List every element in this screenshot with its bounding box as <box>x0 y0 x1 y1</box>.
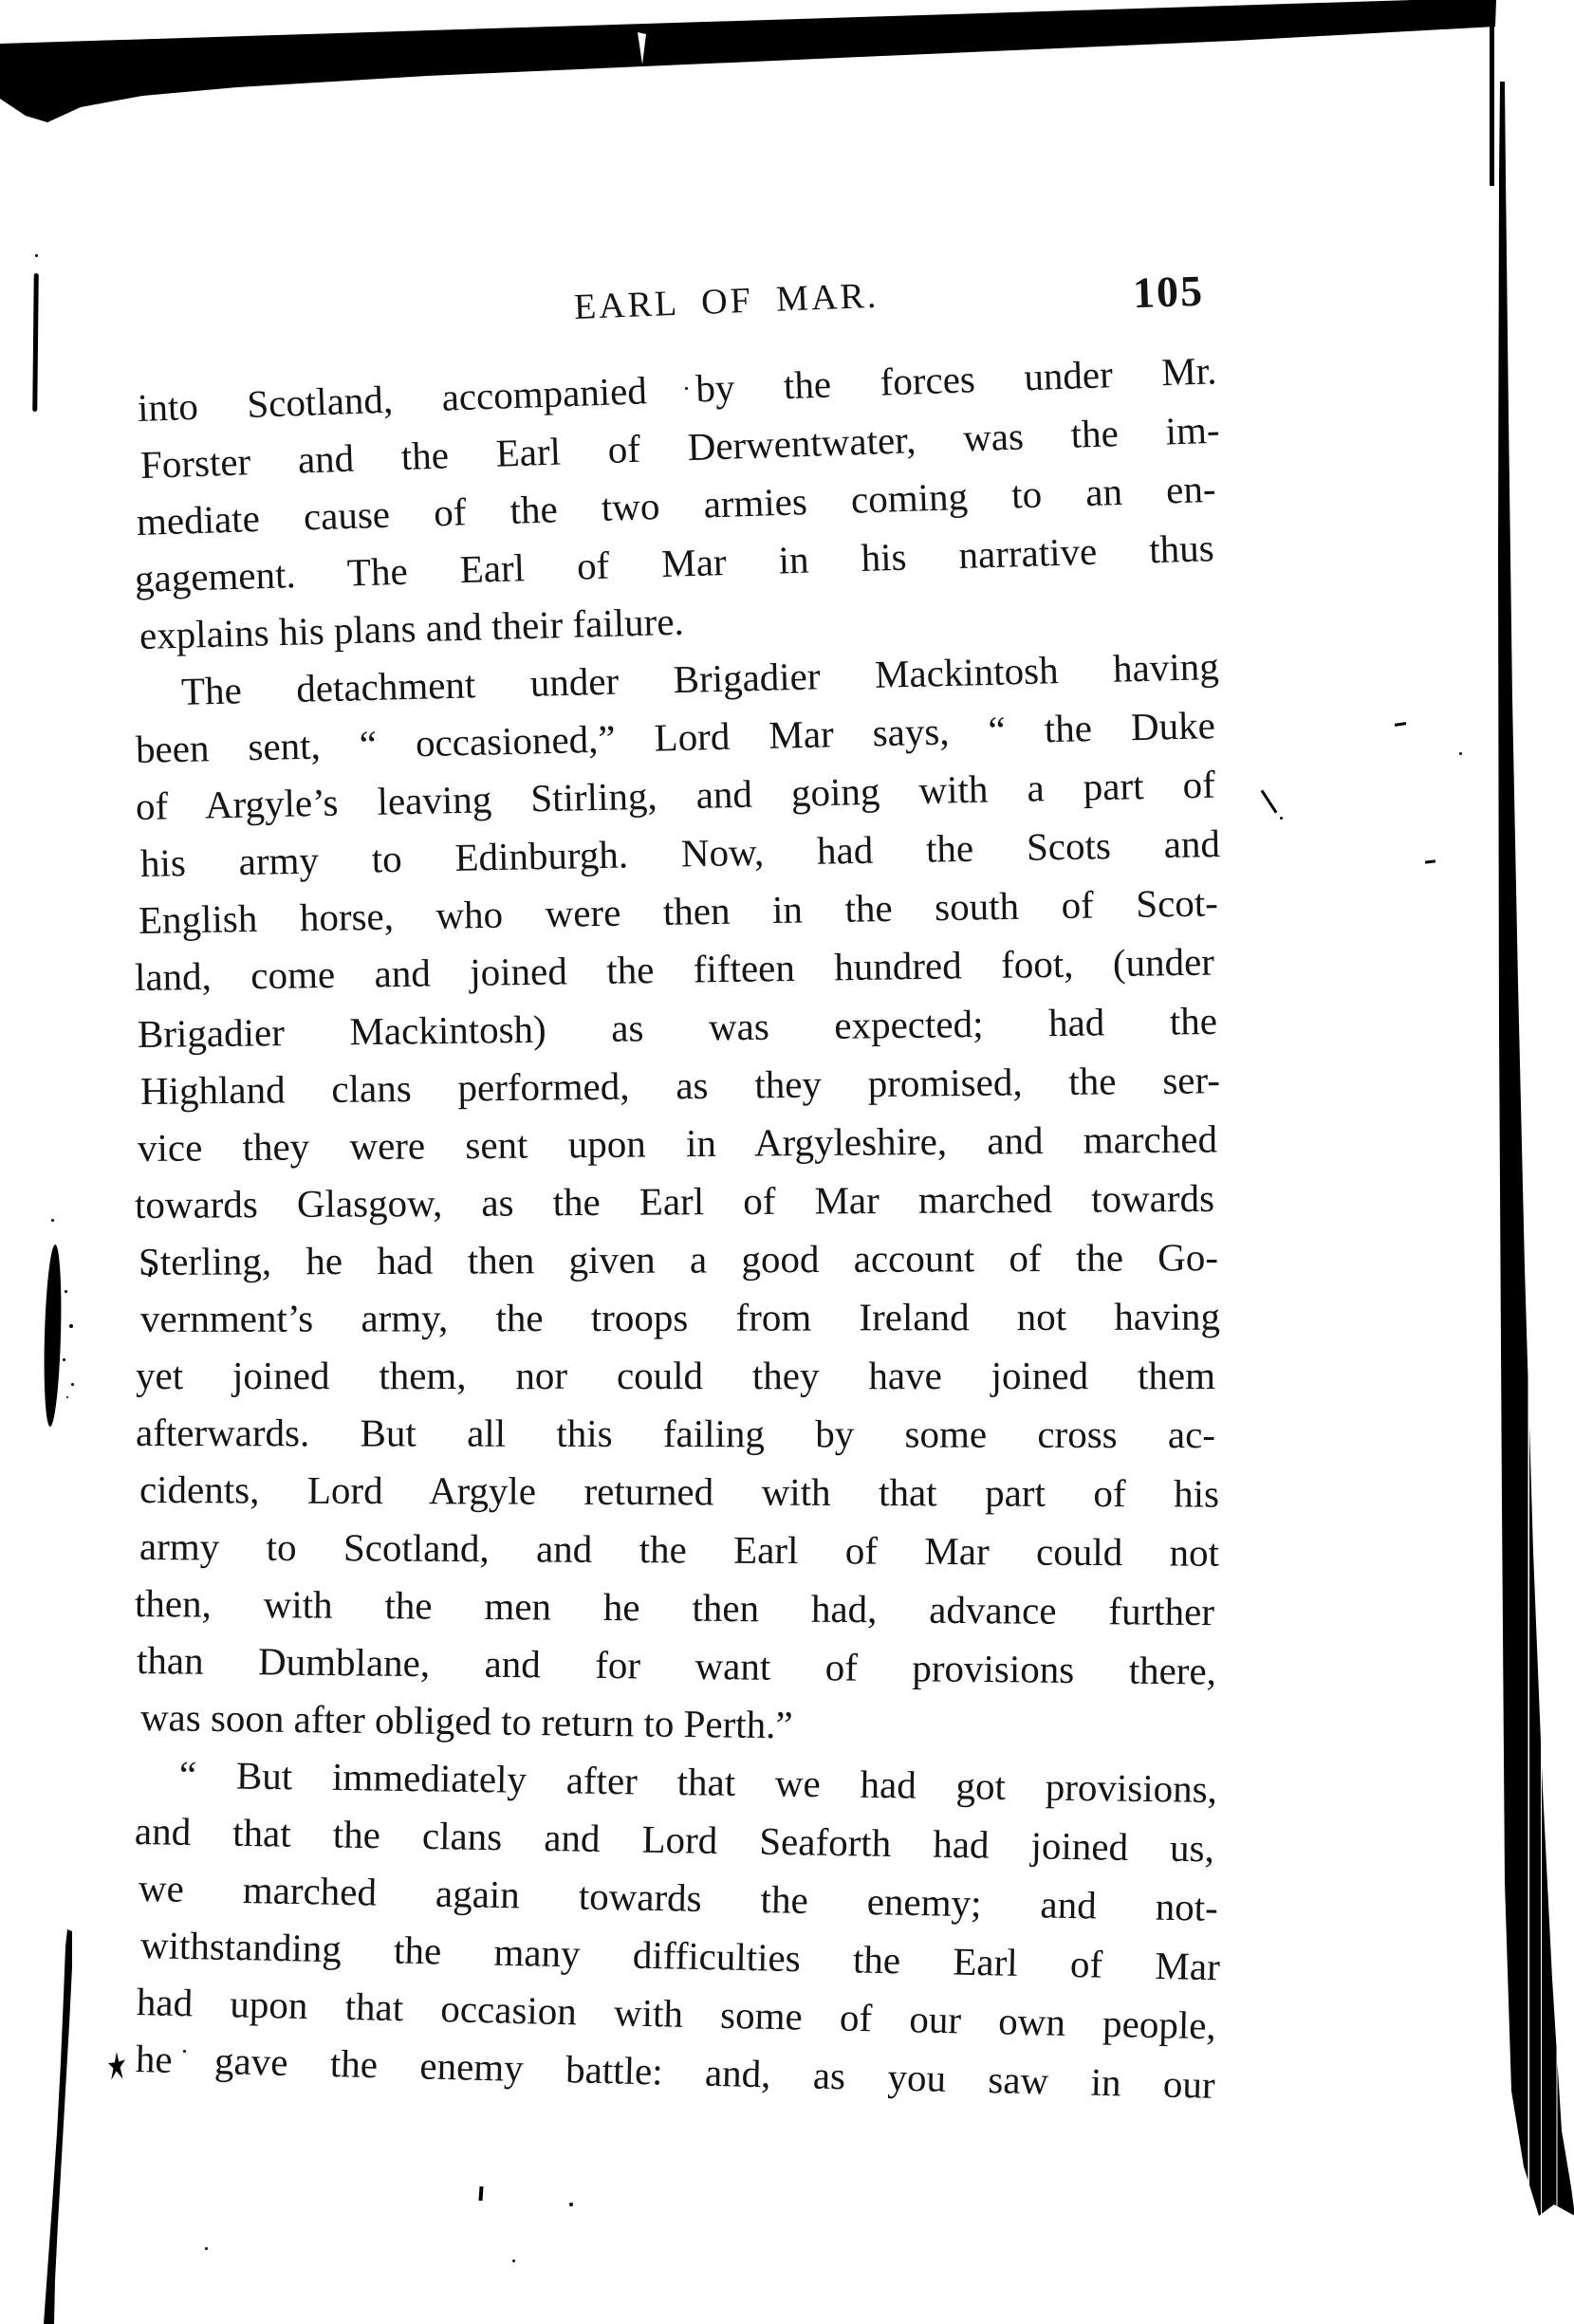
dust-speck <box>69 1324 73 1328</box>
text-line: cidents, Lord Argyle returned with that part of his <box>139 1467 1220 1516</box>
text-line: had upon that occasion with some of our own people, <box>136 1980 1216 2048</box>
diagonal-scratch <box>1261 789 1278 813</box>
text-line: his army to Edinburgh. Now, had the Scots and <box>139 821 1220 885</box>
dust-speck <box>1459 752 1462 755</box>
text-line: towards Glasgow, as the Earl of Mar marched towards <box>134 1175 1215 1227</box>
text-line: afterwards. But all this failing by some cross ac- <box>135 1411 1215 1457</box>
ink-stroke-bottom-left <box>44 1929 76 2324</box>
dust-speck <box>512 2259 515 2262</box>
text-line: we marched again towards the enemy; and not- <box>138 1866 1218 1929</box>
dust-speck <box>51 1219 54 1222</box>
scan-artifact-right-edge <box>1495 82 1574 2216</box>
text-line: than Dumblane, and for want of provisions there, <box>136 1638 1217 1693</box>
text-line: into Scotland, accompanied by the forces under Mr. <box>137 348 1218 430</box>
running-title: EARL OF MAR. <box>573 275 880 327</box>
text-line: vice they were sent upon in Argyleshire, and marched <box>137 1116 1217 1170</box>
ink-blot-left-middle <box>42 1245 63 1427</box>
text-line: land, come and joined the fifteen hundred foot, (under <box>134 939 1215 999</box>
text-line: mediate cause of the two armies coming to an en- <box>136 466 1217 544</box>
text-line: English horse, who were then in the south of Scot- <box>138 880 1219 942</box>
text-line: army to Scotland, and the Earl of Mar could not <box>139 1524 1219 1575</box>
text-line: vernment’s army, the troops from Ireland not having <box>139 1294 1220 1340</box>
text-line: Sterling, he had then given a good account of the Go- <box>138 1235 1219 1283</box>
text-line: Forster and the Earl of Derwentwater, was the im- <box>139 407 1221 487</box>
dust-speck <box>65 1290 67 1293</box>
tick-mark <box>478 2186 483 2201</box>
dust-speck <box>66 1396 68 1398</box>
dust-speck <box>205 2247 208 2250</box>
dust-speck <box>63 1358 65 1361</box>
scan-artifact-top-edge <box>0 0 1574 228</box>
body-text <box>134 348 1221 2107</box>
text-line: and that the clans and Lord Seaforth had joined us, <box>134 1809 1215 1871</box>
dust-dash <box>1395 722 1406 727</box>
text-line: he gave the enemy battle: and, as you saw in our <box>134 2037 1215 2107</box>
text-line: then, with the men he then had, advance further <box>135 1581 1215 1634</box>
text-line: The detachment under Brigadier Mackintosh having <box>180 644 1220 713</box>
text-line: withstanding the many difficulties the Earl of Mar <box>139 1923 1221 1989</box>
text-line: been sent, “ occasioned,” Lord Mar says, “ the Duke <box>135 703 1216 771</box>
dust-dash <box>1425 859 1435 863</box>
text-line: “ But immediately after that we had got provisions, <box>178 1752 1218 1812</box>
ink-stroke-top-left <box>32 273 39 412</box>
ink-splat-bottom-left <box>108 2052 125 2080</box>
text-line: gagement. The Earl of Mar in his narrative thus <box>134 526 1215 600</box>
text-line: yet joined them, nor could they have joined them <box>136 1353 1216 1397</box>
text-line: of Argyle’s leaving Stirling, and going with a part of <box>135 762 1216 828</box>
text-line: was soon after obliged to return to Perth.” <box>139 1695 793 1747</box>
dust-speck <box>71 1383 74 1386</box>
page-number: 105 <box>1132 266 1205 318</box>
text-line: explains his plans and their failure. <box>138 599 684 657</box>
text-line: Brigadier Mackintosh) as was expected; had the <box>137 998 1217 1056</box>
text-line: Highland clans performed, as they promised, the ser- <box>139 1058 1221 1113</box>
dust-speck <box>1280 817 1283 820</box>
dust-speck <box>569 2203 573 2206</box>
dust-speck <box>35 254 38 257</box>
